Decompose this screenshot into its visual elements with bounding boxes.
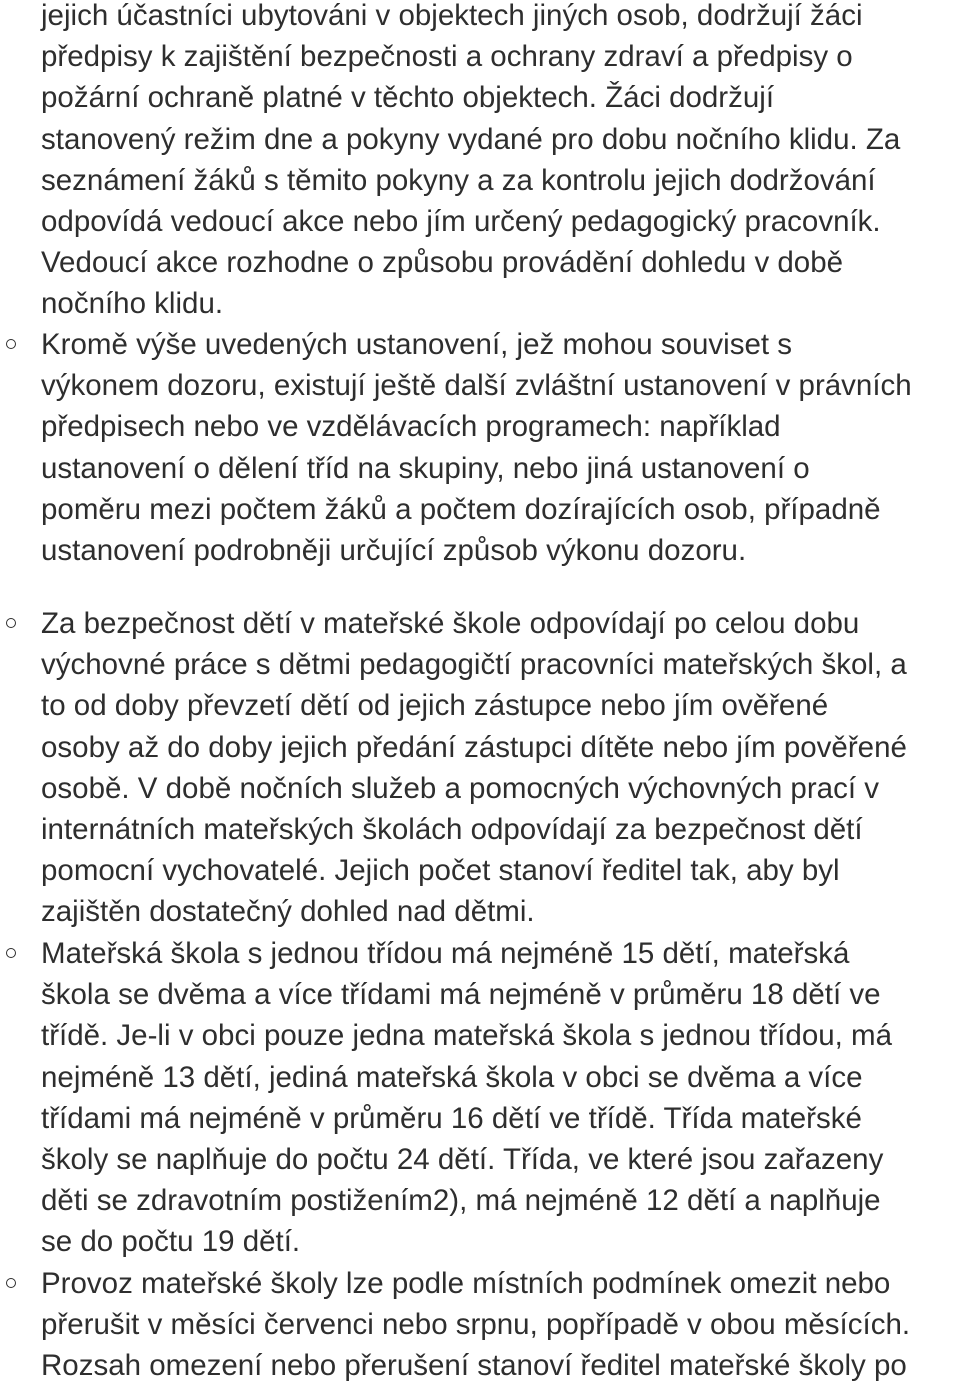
text-line: poměru mezi počtem žáků a počtem dozírajících osob, případně — [41, 492, 881, 526]
text-line: výkonem dozoru, existují ještě další zvláštní ustanovení v právních — [41, 369, 912, 403]
bullet-icon — [6, 618, 16, 628]
text-line: pomocní vychovatelé. Jejich počet stanoví ředitel tak, aby byl — [41, 854, 840, 888]
text-line: Provoz mateřské školy lze podle místních podmínek omezit nebo — [41, 1267, 891, 1300]
text-line: výchovné práce s dětmi pedagogičtí pracovníci mateřských škol, a — [41, 648, 907, 682]
text-line: Rozsah omezení nebo přerušení stanoví ředitel mateřské školy po — [41, 1349, 907, 1383]
paragraph-continuation — [41, 0, 960, 325]
text-line: se do počtu 19 dětí. — [41, 1225, 301, 1259]
text-line: osoby až do doby jejich předání zástupci dítěte nebo jím pověřené — [41, 730, 907, 764]
text-line: přerušit v měsíci červenci nebo srpnu, popřípadě v obou měsících. — [41, 1308, 911, 1342]
text-line: stanovený režim dne a pokyny vydané pro dobu nočního klidu. Za — [41, 122, 901, 156]
text-line: Za bezpečnost dětí v mateřské škole odpovídají po celou dobu — [41, 607, 860, 640]
text-line: jejich účastníci ubytováni v objektech jiných osob, dodržují žáci — [41, 0, 863, 32]
bullet-icon — [6, 1278, 16, 1288]
text-line: Kromě výše uvedených ustanovení, jež mohou souviset s — [41, 328, 793, 361]
bullet-item-kindergarten-safety — [41, 603, 960, 933]
text-line: nočního klidu. — [41, 287, 224, 321]
text-line: seznámení žáků s těmito pokyny a za kontrolu jejich dodržování — [41, 163, 876, 197]
text-line: děti se zdravotním postižením2), má nejméně 12 dětí a naplňuje — [41, 1184, 881, 1218]
text-line: osobě. V době nočních služeb a pomocných výchovných prací v — [41, 771, 879, 805]
text-line: ustanovení podrobněji určující způsob výkonu dozoru. — [41, 534, 747, 568]
text-line: třídami má nejméně v průměru 16 dětí ve třídě. Třída mateřské — [41, 1101, 862, 1135]
bullet-icon — [6, 948, 16, 958]
text-line: školy se naplňuje do počtu 24 dětí. Třída, ve které jsou zařazeny — [41, 1143, 884, 1177]
bullet-icon — [6, 339, 16, 349]
text-line: předpisy k zajištění bezpečnosti a ochrany zdraví a předpisy o — [41, 40, 853, 74]
text-line: škola se dvěma a více třídami má nejméně v průměru 18 dětí ve — [41, 978, 881, 1012]
text-line: internátních mateřských školách odpovídají za bezpečnost dětí — [41, 813, 863, 847]
bullet-item-supervision-provisions — [41, 324, 960, 571]
text-line: ustanovení o dělení tříd na skupiny, nebo jiná ustanovení o — [41, 451, 810, 485]
text-line: odpovídá vedoucí akce nebo jím určený pedagogický pracovník. — [41, 205, 881, 239]
text-line: požární ochraně platné v těchto objektech. Žáci dodržují — [41, 81, 775, 115]
text-line: třídě. Je-li v obci pouze jedna mateřská škola s jednou třídou, má — [41, 1019, 893, 1053]
bullet-item-operation-limits — [41, 1263, 960, 1384]
text-line: Vedoucí akce rozhodne o způsobu provádění dohledu v době — [41, 246, 844, 280]
text-line: to od doby převzetí dětí od jejich zástupce nebo jím ověřené — [41, 689, 829, 723]
bullet-item-class-sizes — [41, 933, 960, 1263]
text-line: předpisech nebo ve vzdělávacích programech: například — [41, 410, 781, 444]
text-line: zajištěn dostatečný dohled nad dětmi. — [41, 895, 535, 929]
text-line: Mateřská škola s jednou třídou má nejméně 15 dětí, mateřská — [41, 937, 850, 970]
text-line: nejméně 13 dětí, jediná mateřská škola v obci se dvěma a více — [41, 1060, 863, 1094]
